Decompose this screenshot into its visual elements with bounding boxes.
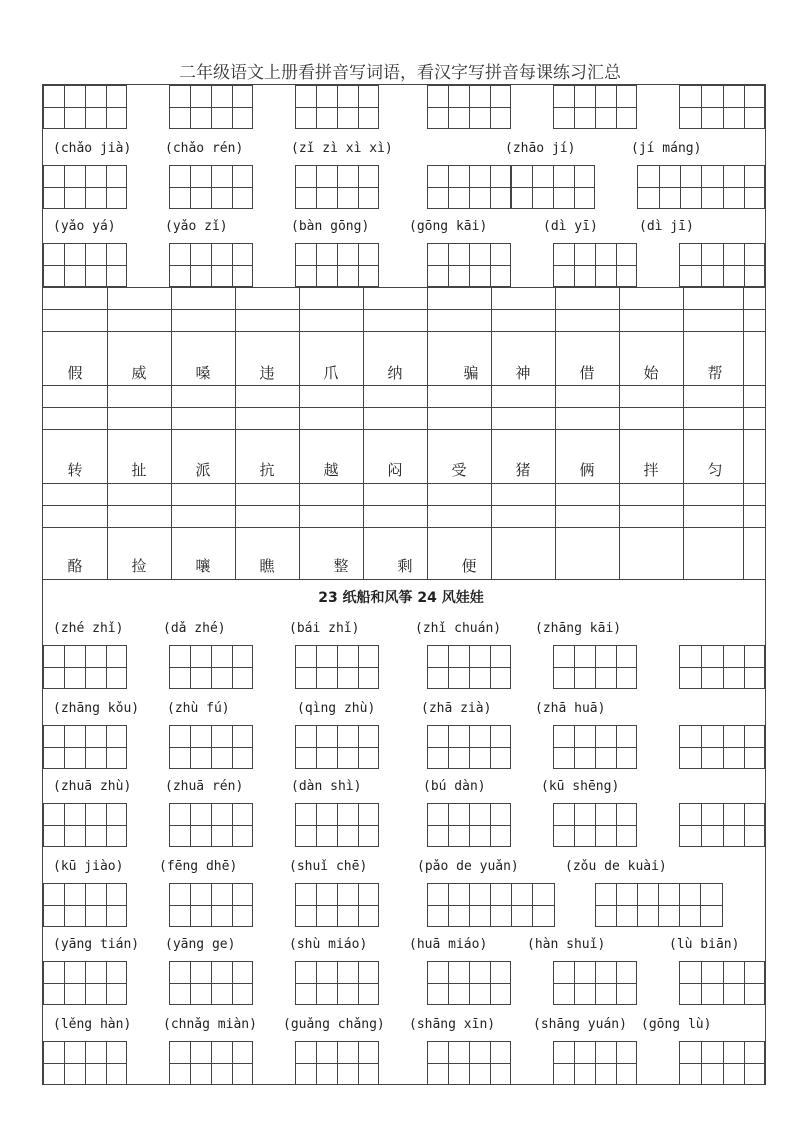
pinyin-label: (zǒu de kuài) <box>565 859 667 874</box>
hanzi-char: 越 <box>323 461 339 479</box>
hanzi-char: 匀 <box>707 461 723 479</box>
hanzi-char: 爪 <box>323 364 339 382</box>
pinyin-label: (chnǎg miàn) <box>163 1017 257 1032</box>
pinyin-label: (jí máng) <box>631 141 702 156</box>
hanzi-char: 抗 <box>259 461 275 479</box>
pinyin-label: (zhā zià) <box>421 701 492 716</box>
pinyin-label: (shù miáo) <box>289 937 368 952</box>
hanzi-char: 便 <box>461 557 477 575</box>
pinyin-label: (zhāng kāi) <box>535 621 622 636</box>
pinyin-label: (zhāng kǒu) <box>53 701 140 716</box>
hanzi-char: 帮 <box>707 364 723 382</box>
pinyin-label: (dì jī) <box>639 219 694 234</box>
writing-grid-row <box>43 725 765 769</box>
hanzi-char: 闷 <box>387 461 403 479</box>
pinyin-label: (gōng lù) <box>641 1017 712 1032</box>
writing-grid-row <box>43 645 765 689</box>
pinyin-label: (dì yī) <box>543 219 598 234</box>
pinyin-label: (kū shēng) <box>541 779 620 794</box>
pinyin-label: (pǎo de yuǎn) <box>417 859 519 874</box>
hanzi-char: 嚷 <box>195 557 211 575</box>
hanzi-char: 剩 <box>397 557 413 575</box>
section-title: 23 纸船和风筝 24 风娃娃 <box>318 590 484 606</box>
hanzi-char: 受 <box>451 461 467 479</box>
writing-grid-row <box>43 803 765 847</box>
pinyin-label: (qìng zhù) <box>297 701 376 716</box>
pinyin-label: (lěng hàn) <box>53 1017 132 1032</box>
hanzi-char: 转 <box>67 461 83 479</box>
writing-grid-row <box>43 883 765 927</box>
pinyin-label: (zǐ zì xì xì) <box>291 141 393 156</box>
hanzi-char: 骗 <box>463 364 479 382</box>
page-title: 二年级语文上册看拼音写词语，看汉字写拼音每课练习汇总 <box>179 63 621 83</box>
pinyin-label: (bàn gōng) <box>291 219 370 234</box>
section-divider <box>43 579 765 580</box>
pinyin-label: (dǎ zhé) <box>163 621 226 636</box>
pinyin-label: (zhù fú) <box>167 701 230 716</box>
pinyin-label: (shāng yuán) <box>533 1017 627 1032</box>
pinyin-label: (shuǐ chē) <box>289 859 368 874</box>
pinyin-label: (bú dàn) <box>423 779 486 794</box>
pinyin-label: (zhuā rén) <box>165 779 244 794</box>
writing-grid-row <box>43 243 765 287</box>
hanzi-char: 整 <box>333 557 349 575</box>
pinyin-label: (huā miáo) <box>409 937 488 952</box>
writing-grid-row <box>43 165 765 209</box>
hanzi-char: 派 <box>195 461 211 479</box>
pinyin-label: (fēng dhē) <box>159 859 238 874</box>
hanzi-char: 纳 <box>387 364 403 382</box>
pinyin-label: (bái zhǐ) <box>289 621 360 636</box>
pinyin-label: (dàn shì) <box>291 779 362 794</box>
hanzi-char: 始 <box>643 364 659 382</box>
pinyin-label: (chǎo rén) <box>165 141 244 156</box>
hanzi-char: 假 <box>67 364 83 382</box>
writing-grid-row <box>43 1041 765 1085</box>
worksheet-frame <box>42 84 766 1085</box>
hanzi-char: 猪 <box>515 461 531 479</box>
pinyin-label: (lù biān) <box>669 937 740 952</box>
pinyin-label: (kū jiào) <box>53 859 124 874</box>
hanzi-char: 威 <box>131 364 147 382</box>
pinyin-label: (zhāo jí) <box>505 141 576 156</box>
pinyin-label: (zhé zhǐ) <box>53 621 124 636</box>
hanzi-table <box>43 287 765 579</box>
hanzi-char: 拌 <box>643 461 659 479</box>
pinyin-label: (hàn shuǐ) <box>527 937 606 952</box>
pinyin-label: (yǎo yá) <box>53 219 116 234</box>
pinyin-label: (zhuā zhù) <box>53 779 132 794</box>
hanzi-char: 酪 <box>67 557 83 575</box>
hanzi-char: 俩 <box>579 461 595 479</box>
hanzi-char: 借 <box>579 364 595 382</box>
pinyin-label: (yāng tián) <box>53 937 140 952</box>
hanzi-char: 神 <box>515 364 531 382</box>
writing-grid-row <box>43 961 765 1005</box>
hanzi-char: 嗓 <box>195 364 211 382</box>
pinyin-label: (yāng ge) <box>165 937 236 952</box>
pinyin-label: (guǎng chǎng) <box>283 1017 385 1032</box>
pinyin-label: (chǎo jià) <box>53 141 132 156</box>
pinyin-label: (shāng xīn) <box>409 1017 496 1032</box>
writing-grid-row <box>43 85 765 129</box>
hanzi-char: 捡 <box>131 557 147 575</box>
pinyin-label: (zhǐ chuán) <box>415 621 502 636</box>
hanzi-char: 违 <box>259 364 275 382</box>
pinyin-label: (zhā huā) <box>535 701 606 716</box>
hanzi-char: 瞧 <box>259 557 275 575</box>
pinyin-label: (yǎo zǐ) <box>165 219 228 234</box>
hanzi-char: 扯 <box>131 461 147 479</box>
pinyin-label: (gōng kāi) <box>409 219 488 234</box>
